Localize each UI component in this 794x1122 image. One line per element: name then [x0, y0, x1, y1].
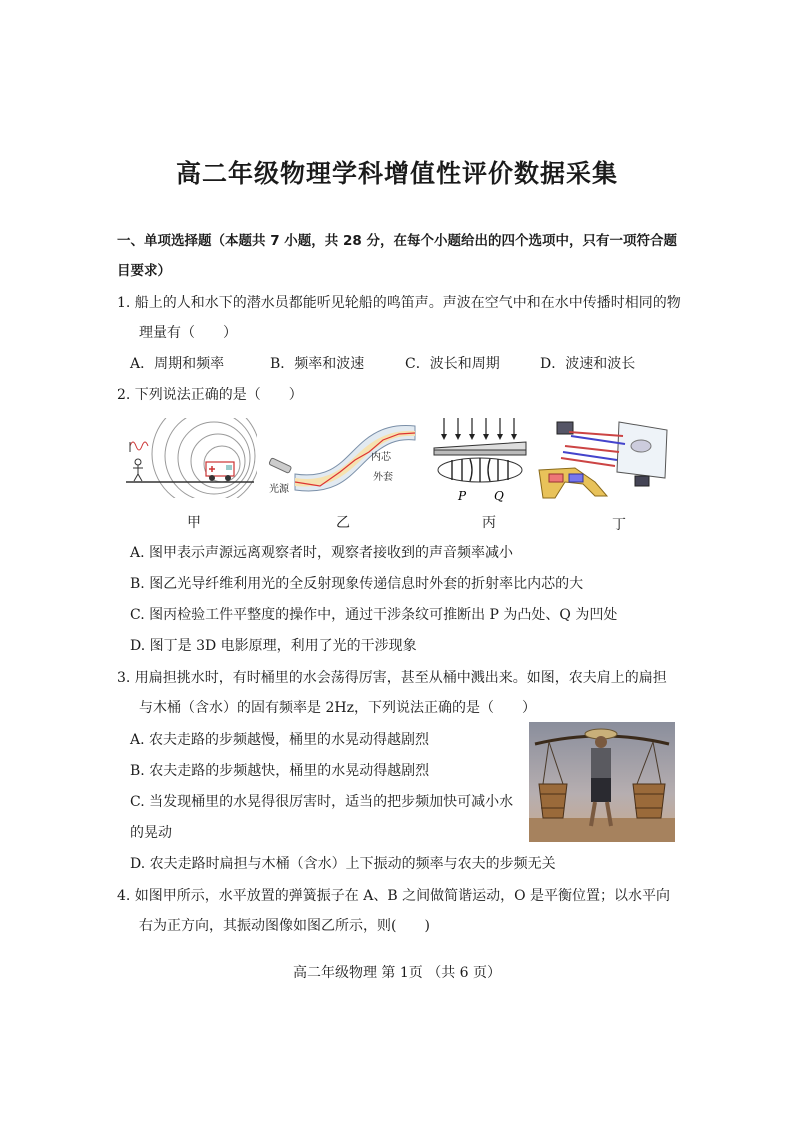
figure-jia-doppler — [122, 418, 257, 498]
section-heading-cont: 目要求） — [117, 263, 171, 279]
q3-option-b: B. 农夫走路的步频越快，桶里的水晃动得越剧烈 — [130, 763, 430, 779]
q1-option-d: D．波速和波长 — [540, 356, 636, 372]
farmer-photo — [529, 722, 675, 842]
q4-stem: 4. 如图甲所示，水平放置的弹簧振子在 A、B 之间做简谐运动，O 是平衡位置；以水平向 — [117, 888, 671, 904]
q3-stem: 3. 用扁担挑水时，有时桶里的水会荡得厉害，甚至从桶中溅出来。如图，农夫肩上的扁担 — [117, 670, 667, 686]
figure-bing-interference — [430, 414, 530, 506]
q2-stem: 2. 下列说法正确的是（ ） — [117, 387, 303, 403]
section-heading: 一、单项选择题（本题共 7 小题，共 28 分，在每个小题给出的四个选项中，只有一项符合题 — [117, 233, 677, 249]
label-core: 内芯 — [371, 452, 391, 463]
q1-option-c: C．波长和周期 — [405, 356, 500, 372]
figure-label-yi: 乙 — [336, 515, 350, 531]
figure-label-ding: 丁 — [612, 517, 626, 533]
page-footer: 高二年级物理 第 1页 （共 6 页） — [292, 965, 502, 981]
q3-option-a: A. 农夫走路的步频越慢，桶里的水晃动得越剧烈 — [130, 732, 430, 748]
q1-stem-cont: 理量有（ ） — [139, 325, 237, 341]
label-q: Q — [494, 489, 504, 503]
q1-stem: 1. 船上的人和水下的潜水员都能听见轮船的鸣笛声。声波在空气中和在水中传播时相同的物 — [117, 295, 681, 311]
q4-stem-cont: 右为正方向，其振动图像如图乙所示，则( ) — [139, 918, 430, 934]
figure-label-jia: 甲 — [187, 515, 201, 531]
label-p: P — [458, 489, 467, 503]
label-cladding: 外套 — [373, 472, 393, 483]
q2-option-d: D. 图丁是 3D 电影原理，利用了光的干涉现象 — [130, 638, 417, 654]
q2-option-c: C. 图丙检验工件平整度的操作中，通过干涉条纹可推断出 P 为凸处、Q 为凹处 — [130, 607, 618, 623]
q3-stem-cont: 与木桶（含水）的固有频率是 2Hz，下列说法正确的是（ ） — [139, 700, 536, 716]
figure-yi-optical-fiber — [265, 416, 420, 504]
q3-option-c: C. 当发现桶里的水晃得很厉害时，适当的把步频加快可减小水 — [130, 794, 514, 810]
q2-option-b: B. 图乙光导纤维利用光的全反射现象传递信息时外套的折射率比内芯的大 — [130, 576, 584, 592]
q1-option-a: A．周期和频率 — [130, 356, 225, 372]
q3-option-d: D. 农夫走路时扁担与木桶（含水）上下振动的频率与农夫的步频无关 — [130, 856, 556, 872]
figure-label-bing: 丙 — [482, 515, 496, 531]
q1-option-b: B．频率和波速 — [270, 356, 365, 372]
q2-option-a: A. 图甲表示声源远离观察者时，观察者接收到的声音频率减小 — [130, 545, 514, 561]
q3-option-c-cont: 的晃动 — [130, 825, 172, 841]
label-light-source: 光源 — [269, 484, 289, 495]
page-title: 高二年级物理学科增值性评价数据采集 — [175, 159, 618, 188]
figure-ding-3d-movie — [535, 416, 670, 514]
